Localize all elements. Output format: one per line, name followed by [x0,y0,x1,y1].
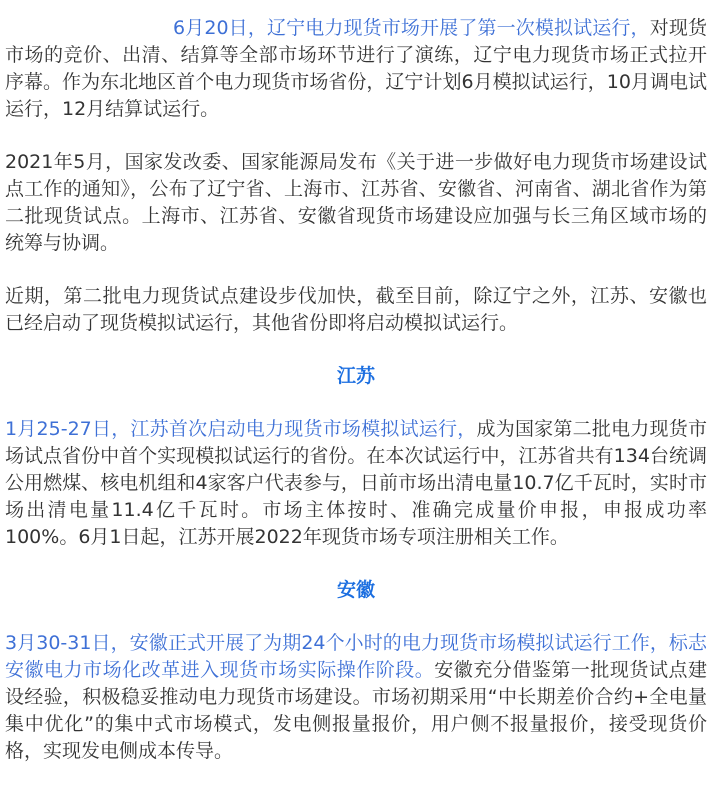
paragraph-liaoning [5,15,707,123]
paragraph-policy: 2021年5月，国家发改委、国家能源局发布《关于进一步做好电力现货市场建设试点工作的通知》，公布了辽宁省、上海市、江苏省、安徽省、河南省、湖北省作为第二批现货试点。上海市、江苏省、安徽省现货市场建设应加强与长三角区域市场的统筹与协调。 [5,151,707,254]
paragraph-anhui [5,630,707,765]
section-heading-anhui: 安徽 [336,579,375,601]
paragraph-jiangsu [5,416,707,551]
paragraph-progress: 近期，第二批电力现货试点建设步伐加快，截至目前，除辽宁之外，江苏、安徽也已经启动了现货模拟试运行，其他省份即将启动模拟试运行。 [5,285,707,334]
paragraph-anhui-text: 安徽充分借鉴第一批现货试点建设经验，积极稳妥推动电力现货市场建设。市场初期采用“中长期差价合约+全电量集中优化”的集中式市场模式，发电侧报量报价，用户侧不报量报价，接受现货价格，实现发电侧成本传导。 [5,659,707,762]
section-heading-jiangsu: 江苏 [336,365,375,387]
paragraph-liaoning-lead-highlight: 6月20日，辽宁电力现货市场开展了第一次模拟试运行， [173,17,650,39]
paragraph-jiangsu-text: 成为国家第二批电力现货市场试点省份中首个实现模拟试运行的省份。在本次试运行中，江苏省共有134台统调公用燃煤、核电机组和4家客户代表参与，日前市场出清电量10.7亿千瓦时，实时市场出清电量11.4亿千瓦时。市场主体按时、准确完成量价申报，申报成功率100%。6月1日起，江苏开展2022年现货市场专项注册相关工作。 [5,418,707,548]
paragraph-anhui-lead-highlight: 3月30-31日，安徽正式开展了为期24个小时的电力现货市场模拟试运行工作，标志安徽电力市场化改革进入现货市场实际操作阶段。 [5,632,707,681]
paragraph-liaoning-text: 对现货市场的竞价、出清、结算等全部市场环节进行了演练，辽宁电力现货市场正式拉开序幕。作为东北地区首个电力现货市场省份，辽宁计划6月模拟试运行，10月调电试运行，12月结算试运行。 [5,17,707,120]
paragraph-jiangsu-lead-highlight: 1月25-27日，江苏首次启动电力现货市场模拟试运行， [5,418,477,440]
